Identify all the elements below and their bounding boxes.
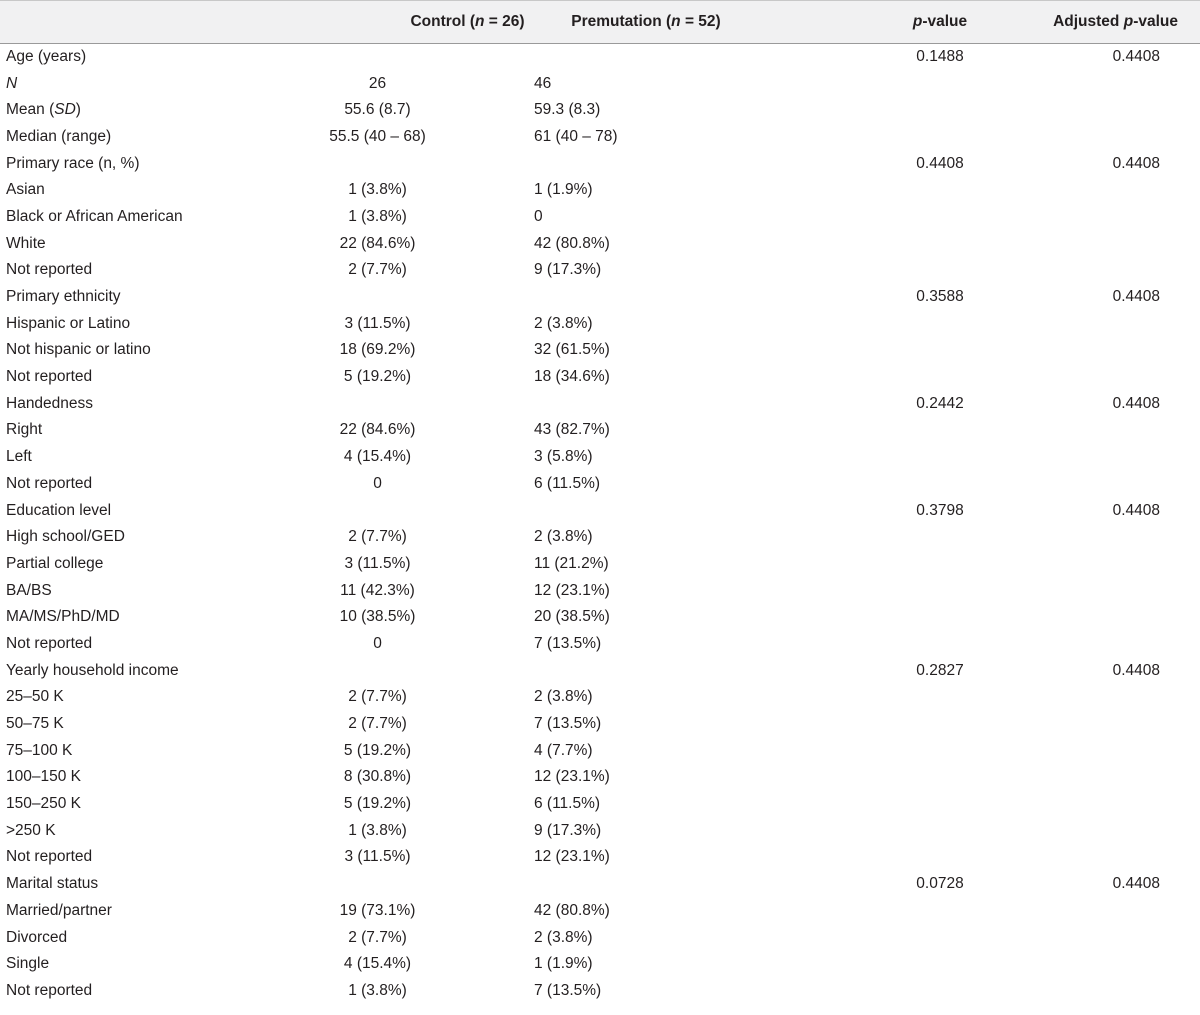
row-label-text: Not hispanic or latino xyxy=(6,341,151,359)
control-value xyxy=(300,657,455,684)
control-value: 0 xyxy=(373,474,382,492)
row-label xyxy=(0,230,300,257)
control-value: 5 (19.2%) xyxy=(343,368,412,386)
control-value: 3 (11.5%) xyxy=(344,848,411,866)
row-label xyxy=(0,310,300,337)
row-label-text: Married/partner xyxy=(6,901,112,919)
p-value xyxy=(855,577,1025,604)
control-value: 2 (7.7%) xyxy=(348,528,407,546)
adjusted-p-value xyxy=(1025,471,1200,498)
row-label xyxy=(0,871,300,898)
row-label-text: Partial college xyxy=(6,554,104,572)
row-label xyxy=(0,204,300,231)
row-label xyxy=(0,337,300,364)
premutation-value xyxy=(455,284,855,311)
table-row xyxy=(0,417,1200,444)
p-value xyxy=(855,204,1025,231)
adjusted-p-value xyxy=(1025,444,1200,471)
table-row xyxy=(0,871,1200,898)
premutation-value: 6 (11.5%) xyxy=(534,474,601,492)
row-label-text: Hispanic or Latino xyxy=(6,314,131,332)
premutation-value xyxy=(455,657,855,684)
row-label-text: Primary ethnicity xyxy=(6,288,121,306)
row-label xyxy=(0,70,300,97)
control-value: 55.6 (8.7) xyxy=(344,101,411,119)
premutation-value: 46 xyxy=(534,74,552,92)
premutation-value xyxy=(455,150,855,177)
row-label xyxy=(0,604,300,631)
row-label xyxy=(0,737,300,764)
adjusted-p-value xyxy=(1025,310,1200,337)
table-row xyxy=(0,97,1200,124)
premutation-value: 42 (80.8%) xyxy=(534,901,610,919)
p-value xyxy=(855,604,1025,631)
p-value xyxy=(855,737,1025,764)
control-value: 11 (42.3%) xyxy=(340,581,415,599)
row-label-text: 50–75 K xyxy=(6,715,64,733)
premutation-value: 11 (21.2%) xyxy=(534,554,609,572)
premutation-value: 7 (13.5%) xyxy=(534,715,602,733)
table-row xyxy=(0,70,1200,97)
adjusted-p-value xyxy=(1025,124,1200,151)
control-value: 5 (19.2%) xyxy=(343,795,412,813)
table-row xyxy=(0,150,1200,177)
p-value xyxy=(855,791,1025,818)
p-value: 0.2442 xyxy=(916,394,964,412)
adjusted-p-value xyxy=(1025,577,1200,604)
control-value: 1 (3.8%) xyxy=(348,821,407,839)
adjusted-p-value: 0.4408 xyxy=(1112,501,1160,519)
table-header xyxy=(0,1,1200,44)
table-row xyxy=(0,764,1200,791)
table-row xyxy=(0,631,1200,658)
row-label xyxy=(0,97,300,124)
row-label xyxy=(0,257,300,284)
row-label-text: Not reported xyxy=(6,848,93,866)
table-row xyxy=(0,951,1200,978)
p-value xyxy=(855,764,1025,791)
row-label-text: Black or African American xyxy=(6,207,183,225)
row-label-text: Divorced xyxy=(6,928,68,946)
row-label-text: >250 K xyxy=(6,821,56,839)
table-row xyxy=(0,898,1200,925)
control-value: 2 (7.7%) xyxy=(348,715,407,733)
row-label-text: N xyxy=(6,74,18,92)
control-value: 18 (69.2%) xyxy=(339,341,416,359)
control-value xyxy=(300,284,455,311)
p-value xyxy=(855,524,1025,551)
control-value: 1 (3.8%) xyxy=(348,981,407,999)
adjusted-p-value xyxy=(1025,70,1200,97)
control-value: 22 (84.6%) xyxy=(339,421,416,439)
p-value xyxy=(855,631,1025,658)
row-label xyxy=(0,711,300,738)
table-row xyxy=(0,257,1200,284)
adjusted-p-value xyxy=(1025,737,1200,764)
row-label-text: Not reported xyxy=(6,368,93,386)
row-label xyxy=(0,951,300,978)
p-value xyxy=(855,844,1025,871)
p-value xyxy=(855,951,1025,978)
control-value xyxy=(300,390,455,417)
table-row xyxy=(0,657,1200,684)
table-row xyxy=(0,577,1200,604)
premutation-value: 1 (1.9%) xyxy=(534,181,593,199)
table-row xyxy=(0,310,1200,337)
p-value xyxy=(855,417,1025,444)
premutation-value: 12 (23.1%) xyxy=(534,768,610,786)
table-row xyxy=(0,924,1200,951)
control-value: 3 (11.5%) xyxy=(344,554,411,572)
p-value xyxy=(855,551,1025,578)
header-row xyxy=(0,1,1200,44)
adjusted-p-value: 0.4408 xyxy=(1112,288,1160,306)
p-value xyxy=(855,898,1025,925)
table-row xyxy=(0,817,1200,844)
control-value: 55.5 (40 – 68) xyxy=(329,127,426,145)
row-label-text: Marital status xyxy=(6,875,99,893)
row-label xyxy=(0,177,300,204)
row-label xyxy=(0,791,300,818)
table-row xyxy=(0,444,1200,471)
adjusted-p-value xyxy=(1025,978,1200,1005)
adjusted-p-value xyxy=(1025,417,1200,444)
control-value: 26 xyxy=(368,74,387,92)
premutation-value: 4 (7.7%) xyxy=(534,741,593,759)
row-label-text: Yearly household income xyxy=(6,661,179,679)
header-adj-p: p xyxy=(1123,13,1134,30)
p-value: 0.0728 xyxy=(916,875,964,893)
premutation-value: 59.3 (8.3) xyxy=(534,101,601,119)
row-label-text: Age (years) xyxy=(6,48,87,66)
row-label xyxy=(0,284,300,311)
row-label xyxy=(0,764,300,791)
table-row xyxy=(0,978,1200,1005)
table-row xyxy=(0,791,1200,818)
header-premutation-n: n xyxy=(671,13,681,30)
row-label xyxy=(0,577,300,604)
row-label-text: White xyxy=(6,234,46,252)
row-label-text: Handedness xyxy=(6,394,94,412)
header-label-cell xyxy=(0,1,300,44)
row-label-text: Not reported xyxy=(6,474,93,492)
table-row xyxy=(0,124,1200,151)
premutation-value: 2 (3.8%) xyxy=(534,688,593,706)
row-label xyxy=(0,844,300,871)
row-label xyxy=(0,444,300,471)
p-value: 0.3798 xyxy=(916,501,964,519)
premutation-value: 42 (80.8%) xyxy=(534,234,610,252)
premutation-value: 7 (13.5%) xyxy=(534,981,602,999)
table-row xyxy=(0,337,1200,364)
premutation-value: 2 (3.8%) xyxy=(534,928,593,946)
premutation-value: 18 (34.6%) xyxy=(534,368,610,386)
p-value xyxy=(855,70,1025,97)
header-control-prefix: Control ( xyxy=(410,13,476,30)
control-value: 4 (15.4%) xyxy=(343,448,412,466)
premutation-value: 20 (38.5%) xyxy=(534,608,610,626)
header-control xyxy=(300,1,525,44)
row-label-text: High school/GED xyxy=(6,528,125,546)
control-value xyxy=(300,497,455,524)
adjusted-p-value xyxy=(1025,684,1200,711)
adjusted-p-value xyxy=(1025,97,1200,124)
p-value xyxy=(855,310,1025,337)
control-value: 5 (19.2%) xyxy=(343,741,412,759)
row-label-text: Education level xyxy=(6,501,112,519)
row-label-variable: SD xyxy=(54,101,76,119)
row-label xyxy=(0,684,300,711)
row-label-text: Right xyxy=(6,421,43,439)
premutation-value: 7 (13.5%) xyxy=(534,634,602,652)
table-row xyxy=(0,204,1200,231)
table-row xyxy=(0,844,1200,871)
row-label xyxy=(0,551,300,578)
control-value: 3 (11.5%) xyxy=(344,314,411,332)
row-label xyxy=(0,817,300,844)
p-value xyxy=(855,684,1025,711)
p-value xyxy=(855,364,1025,391)
row-label-text: BA/BS xyxy=(6,581,52,599)
row-label-text: Not reported xyxy=(6,634,93,652)
table-row xyxy=(0,604,1200,631)
premutation-value: 9 (17.3%) xyxy=(534,821,602,839)
row-label xyxy=(0,631,300,658)
premutation-value: 12 (23.1%) xyxy=(534,581,610,599)
p-value: 0.3588 xyxy=(916,288,964,306)
row-label xyxy=(0,150,300,177)
table-row xyxy=(0,390,1200,417)
control-value: 10 (38.5%) xyxy=(339,608,416,626)
header-control-n: n xyxy=(475,13,485,30)
row-label-text: Primary race (n, %) xyxy=(6,154,140,172)
row-label-text: Left xyxy=(6,448,32,466)
row-label-text: Asian xyxy=(6,181,45,199)
adjusted-p-value: 0.4408 xyxy=(1112,661,1160,679)
premutation-value: 3 (5.8%) xyxy=(534,448,593,466)
header-premutation-prefix: Premutation ( xyxy=(571,13,672,30)
adjusted-p-value xyxy=(1025,844,1200,871)
control-value xyxy=(300,150,455,177)
adjusted-p-value: 0.4408 xyxy=(1112,154,1160,172)
premutation-value xyxy=(455,497,855,524)
premutation-value xyxy=(455,44,855,71)
premutation-value xyxy=(455,390,855,417)
row-label-prefix: Mean ( xyxy=(6,101,55,119)
control-value: 1 (3.8%) xyxy=(348,181,407,199)
control-value: 4 (15.4%) xyxy=(343,955,412,973)
adjusted-p-value xyxy=(1025,791,1200,818)
table-row xyxy=(0,497,1200,524)
p-value xyxy=(855,177,1025,204)
table-row xyxy=(0,524,1200,551)
table-row xyxy=(0,684,1200,711)
control-value: 1 (3.8%) xyxy=(348,207,407,225)
header-premutation-n-value: = 52) xyxy=(680,13,721,30)
table-body xyxy=(0,44,1200,1005)
row-label xyxy=(0,390,300,417)
table-row xyxy=(0,364,1200,391)
row-label-text: 100–150 K xyxy=(6,768,81,786)
adjusted-p-value xyxy=(1025,951,1200,978)
p-value xyxy=(855,471,1025,498)
header-pvalue xyxy=(855,1,1025,44)
table-row xyxy=(0,44,1200,71)
row-label-text: 150–250 K xyxy=(6,795,81,813)
premutation-value xyxy=(455,871,855,898)
adjusted-p-value: 0.4408 xyxy=(1112,875,1160,893)
p-value: 0.2827 xyxy=(916,661,964,679)
header-control-n-value: = 26) xyxy=(484,13,525,30)
adjusted-p-value xyxy=(1025,230,1200,257)
p-value: 0.4408 xyxy=(916,154,964,172)
row-label xyxy=(0,924,300,951)
adjusted-p-value xyxy=(1025,364,1200,391)
table-row xyxy=(0,284,1200,311)
adjusted-p-value xyxy=(1025,817,1200,844)
adjusted-p-value xyxy=(1025,551,1200,578)
adjusted-p-value xyxy=(1025,764,1200,791)
table-row xyxy=(0,471,1200,498)
table-row xyxy=(0,230,1200,257)
control-value xyxy=(300,871,455,898)
row-label-text: 75–100 K xyxy=(6,741,73,759)
premutation-value: 43 (82.7%) xyxy=(534,421,610,439)
premutation-value: 1 (1.9%) xyxy=(534,955,593,973)
control-value: 19 (73.1%) xyxy=(339,901,416,919)
header-adj-prefix: Adjusted xyxy=(1053,13,1124,30)
p-value xyxy=(855,924,1025,951)
row-label-text: Single xyxy=(6,955,50,973)
adjusted-p-value xyxy=(1025,711,1200,738)
row-label-text: 25–50 K xyxy=(6,688,64,706)
row-label xyxy=(0,364,300,391)
premutation-value: 12 (23.1%) xyxy=(534,848,610,866)
premutation-value: 9 (17.3%) xyxy=(534,261,602,279)
header-pvalue-p: p xyxy=(912,13,923,30)
p-value xyxy=(855,230,1025,257)
row-label xyxy=(0,898,300,925)
row-label-text: Not reported xyxy=(6,981,93,999)
adjusted-p-value xyxy=(1025,337,1200,364)
adjusted-p-value xyxy=(1025,898,1200,925)
header-adjusted-pvalue xyxy=(1025,1,1200,44)
row-label xyxy=(0,524,300,551)
p-value xyxy=(855,444,1025,471)
row-label xyxy=(0,497,300,524)
row-label xyxy=(0,124,300,151)
row-label xyxy=(0,978,300,1005)
row-label xyxy=(0,44,300,71)
header-adj-rest: -value xyxy=(1133,13,1178,30)
row-label xyxy=(0,657,300,684)
table-row xyxy=(0,711,1200,738)
adjusted-p-value xyxy=(1025,924,1200,951)
row-label-text: MA/MS/PhD/MD xyxy=(6,608,120,626)
row-label xyxy=(0,417,300,444)
control-value: 8 (30.8%) xyxy=(343,768,412,786)
p-value xyxy=(855,124,1025,151)
row-label-text: Median (range) xyxy=(6,127,112,145)
adjusted-p-value xyxy=(1025,204,1200,231)
table-row xyxy=(0,551,1200,578)
premutation-value: 32 (61.5%) xyxy=(534,341,610,359)
p-value xyxy=(855,97,1025,124)
control-value xyxy=(300,44,455,71)
premutation-value: 0 xyxy=(534,207,543,225)
control-value: 2 (7.7%) xyxy=(348,928,407,946)
row-label xyxy=(0,471,300,498)
adjusted-p-value xyxy=(1025,257,1200,284)
adjusted-p-value: 0.4408 xyxy=(1112,48,1160,66)
adjusted-p-value xyxy=(1025,177,1200,204)
premutation-value: 61 (40 – 78) xyxy=(534,127,618,145)
premutation-value: 2 (3.8%) xyxy=(534,528,593,546)
p-value xyxy=(855,337,1025,364)
p-value: 0.1488 xyxy=(916,48,964,66)
row-label-suffix: ) xyxy=(75,101,81,119)
adjusted-p-value xyxy=(1025,604,1200,631)
p-value xyxy=(855,257,1025,284)
control-value: 2 (7.7%) xyxy=(348,688,407,706)
adjusted-p-value: 0.4408 xyxy=(1112,394,1160,412)
header-pvalue-rest: -value xyxy=(922,13,968,30)
p-value xyxy=(855,978,1025,1005)
control-value: 0 xyxy=(373,634,382,652)
table-row xyxy=(0,737,1200,764)
p-value xyxy=(855,817,1025,844)
control-value: 22 (84.6%) xyxy=(339,234,416,252)
row-label-text: Not reported xyxy=(6,261,93,279)
control-value: 2 (7.7%) xyxy=(348,261,407,279)
premutation-value: 2 (3.8%) xyxy=(534,314,593,332)
table-row xyxy=(0,177,1200,204)
adjusted-p-value xyxy=(1025,524,1200,551)
adjusted-p-value xyxy=(1025,631,1200,658)
p-value xyxy=(855,711,1025,738)
premutation-value: 6 (11.5%) xyxy=(534,795,601,813)
